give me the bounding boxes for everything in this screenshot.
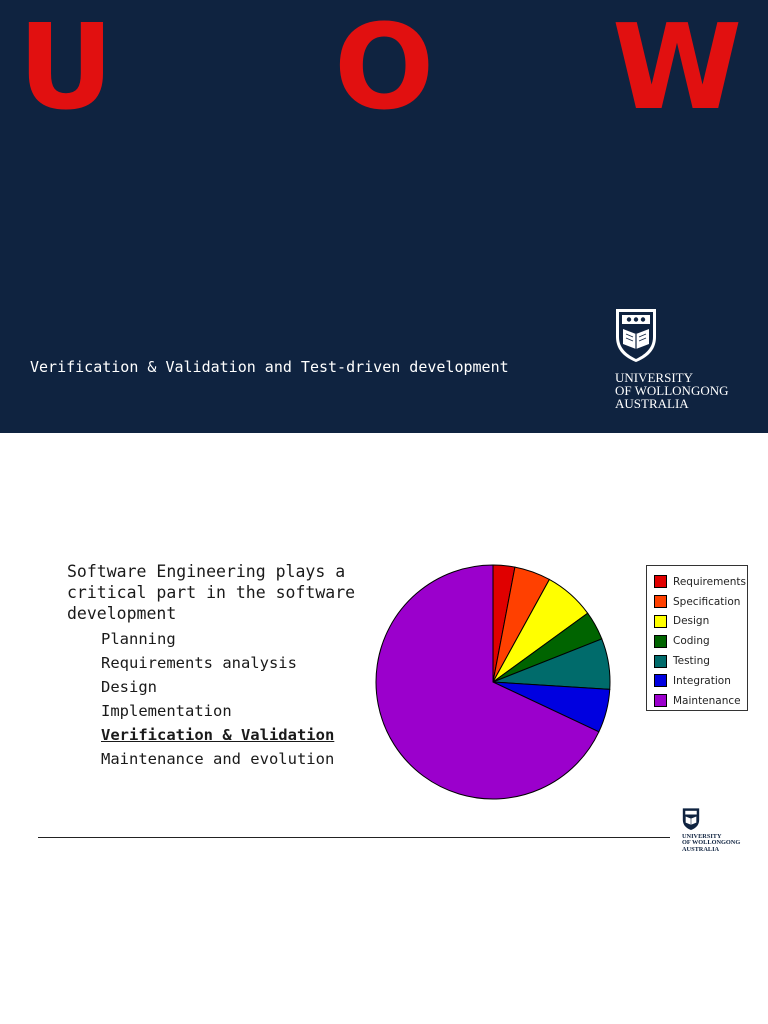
legend-swatch [654,655,667,668]
footer-divider [38,837,670,838]
legend-item-specification [647,592,747,612]
legend-item-maintenance [647,691,747,711]
legend-label: Coding [673,635,710,648]
logo-letter-u: U [18,0,114,136]
title-slide [0,0,768,433]
legend-label: Maintenance [673,694,741,707]
university-wordmark [615,371,729,410]
legend-item-integration [647,671,747,691]
list-item: Implementation [101,702,232,720]
legend-swatch [654,595,667,608]
intro-text: Software Engineering plays a critical part in the software development [67,562,356,623]
legend-item-testing [647,651,747,671]
university-crest-icon [614,307,658,363]
list-item: Design [101,678,157,696]
legend-swatch [654,615,667,628]
list-item: Maintenance and evolution [101,750,335,768]
content-slide [0,433,768,1024]
footer-crest-icon [682,807,700,831]
footer-wordmark-line: OF WOLLONGONG [682,839,741,847]
legend-label: Integration [673,674,731,687]
legend-label: Specification [673,595,741,608]
phase-list [101,627,334,771]
legend-swatch [654,674,667,687]
legend-swatch [654,694,667,707]
wordmark-line: AUSTRALIA [615,396,689,411]
footer-wordmark-line: AUSTRALIA [682,845,720,853]
wordmark-line: OF WOLLONGONG [615,383,729,398]
footer-wordmark [682,834,740,853]
legend-item-coding [647,631,747,651]
slide-subtitle: Verification & Validation and Test-driven development [30,358,509,376]
legend-item-requirements [647,572,747,592]
logo-letter-o: O [334,0,435,136]
legend-swatch [654,575,667,588]
legend-label: Testing [673,655,710,668]
list-item: Planning [101,630,176,648]
legend-swatch [654,635,667,648]
legend-item-design [647,612,747,632]
list-item: Requirements analysis [101,654,297,672]
chart-legend [646,565,748,711]
footer-wordmark-line: UNIVERSITY [682,833,722,840]
legend-label: Requirements [673,575,746,588]
legend-label: Design [673,615,710,628]
list-item-highlighted: Verification & Validation [101,726,335,744]
wordmark-line: UNIVERSITY [615,370,693,385]
pie-chart [370,561,616,803]
logo-letter-w: W [612,0,743,136]
